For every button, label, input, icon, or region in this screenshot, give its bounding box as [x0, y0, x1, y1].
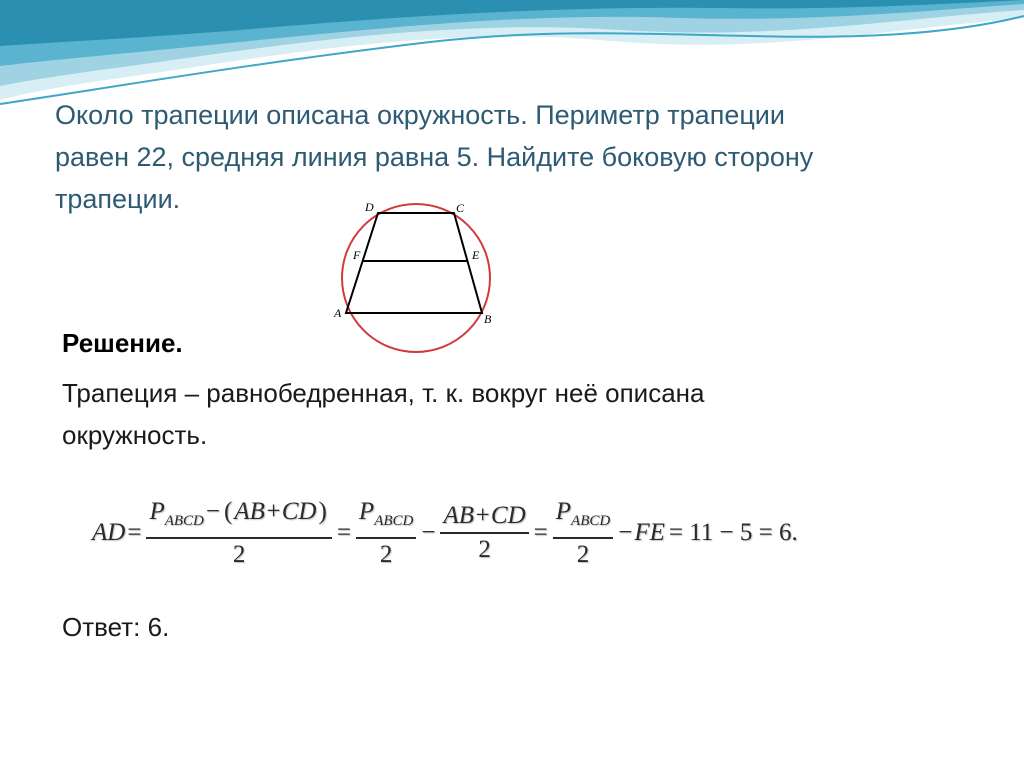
problem-line-3: трапеции.: [55, 184, 181, 214]
circumscribed-circle: [342, 204, 490, 352]
solution-title: Решение.: [62, 328, 183, 358]
formula-frac-1: [146, 498, 331, 569]
trapezoid-abcd: [346, 213, 482, 313]
problem-line-1: Около трапеции описана окружность. Периметр трапеции: [55, 100, 785, 130]
label-c: C: [456, 201, 465, 215]
frac-1-denominator: 2: [232, 540, 246, 568]
formula-minus-2: −: [618, 519, 633, 546]
solution-line-1: Трапеция – равнобедренная, т. к. вокруг неё описана: [62, 378, 705, 408]
formula-frac-2: [356, 498, 416, 569]
formula-frac-3: [440, 502, 528, 564]
label-b: B: [484, 312, 492, 326]
label-e: E: [472, 248, 480, 262]
trapezoid-figure: [332, 196, 500, 362]
formula-ad: AD: [92, 519, 126, 546]
frac-2-numerator: $P_{ABCD}$: [356, 498, 416, 539]
frac-4-denominator: 2: [576, 540, 590, 568]
formula-eq-3: =: [533, 519, 548, 546]
solution-text: [62, 372, 862, 456]
formula-eq-1: =: [127, 519, 142, 546]
formula-eq-2: =: [336, 519, 351, 546]
problem-statement: [55, 94, 955, 220]
formula-minus-1: −: [421, 519, 436, 546]
solution-line-2: окружность.: [62, 420, 208, 450]
answer: Ответ: 6.: [62, 612, 170, 642]
formula-fe: FE: [634, 519, 665, 546]
label-f: F: [353, 248, 361, 262]
formula-frac-4: [553, 498, 613, 569]
frac-4-numerator: $P_{ABCD}$: [553, 498, 613, 539]
label-a: A: [334, 306, 342, 320]
frac-3-denominator: 2: [478, 536, 491, 563]
frac-3-numerator: AB+CD: [440, 502, 528, 534]
problem-line-2: равен 22, средняя линия равна 5. Найдите боковую сторону: [55, 142, 814, 172]
frac-2-denominator: 2: [379, 540, 393, 568]
formula-result: = 11 − 5 = 6.: [668, 519, 798, 546]
frac-1-numerator: $P_{ABCD}- (AB+CD)$: [146, 498, 331, 539]
solution-formula: [92, 498, 800, 568]
label-d: D: [365, 200, 374, 214]
